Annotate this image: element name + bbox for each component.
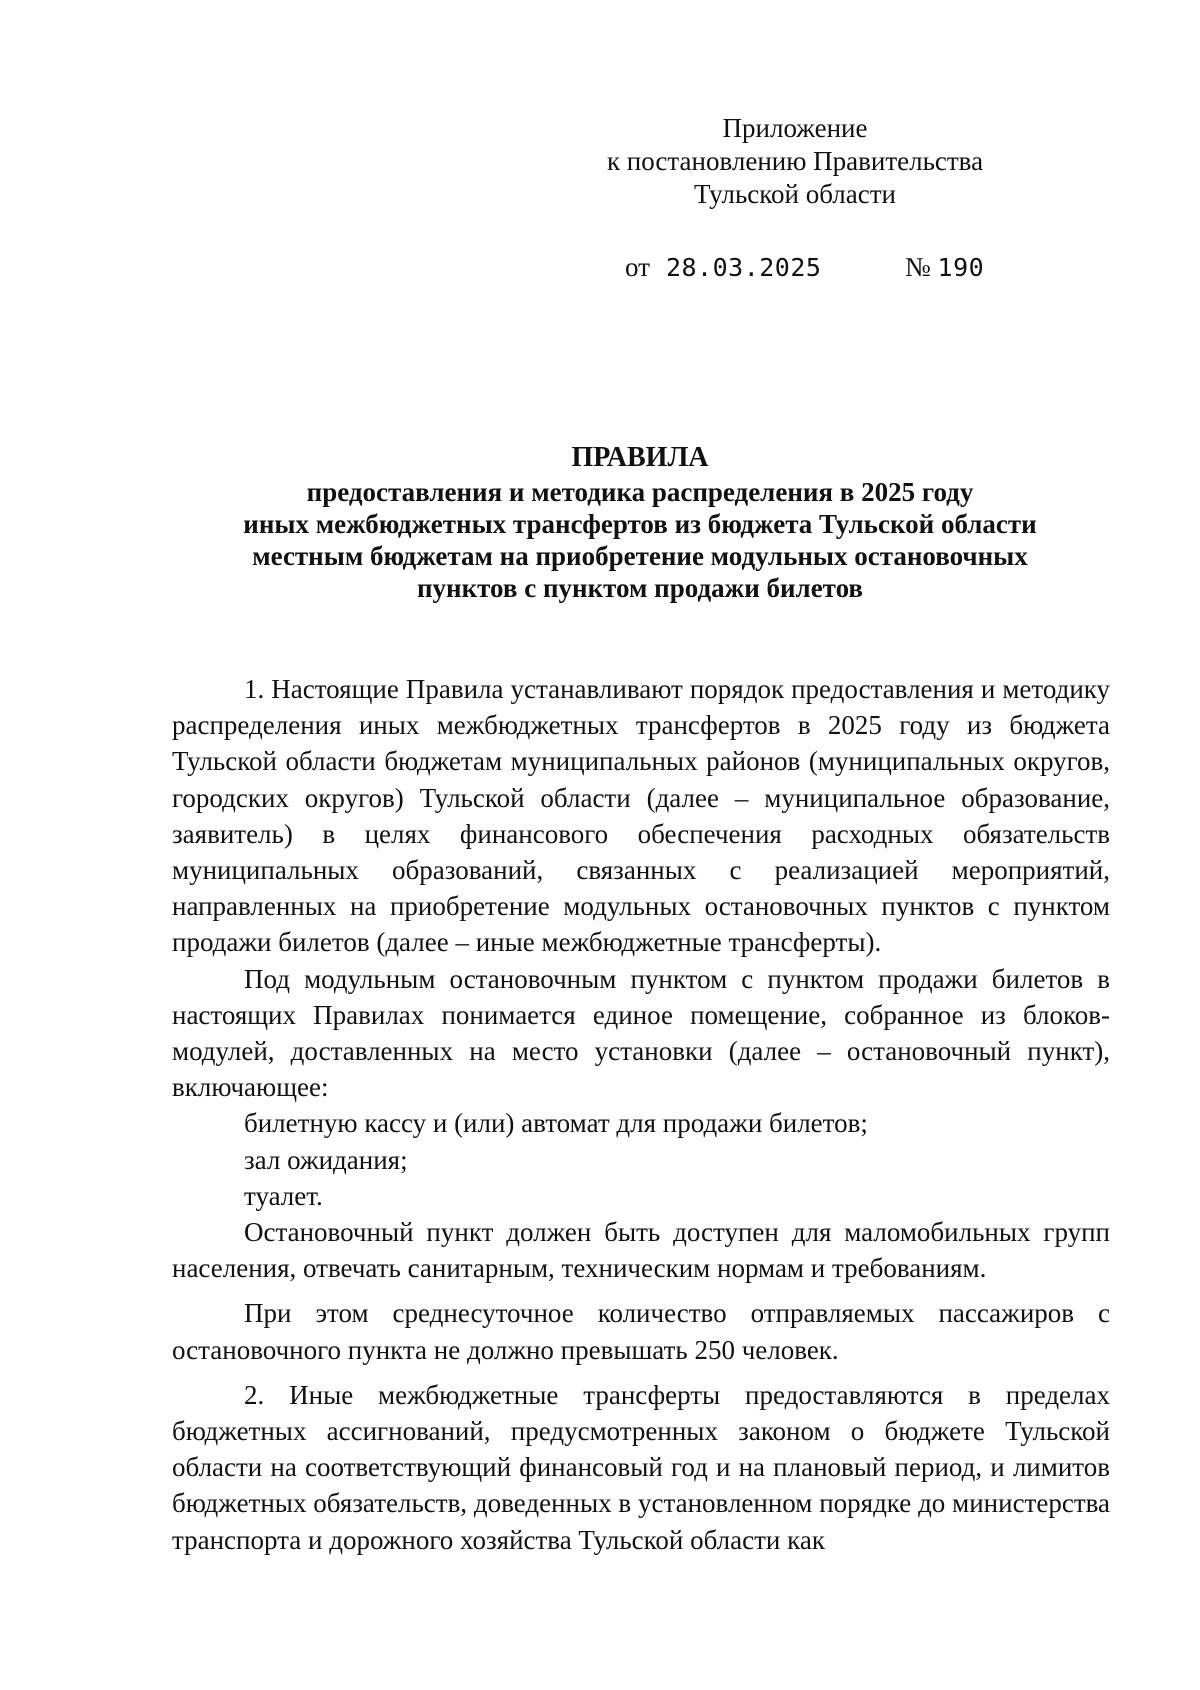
appendix-header: [580, 112, 1010, 211]
title-line-3: местным бюджетам на приобретение модульных остановочных: [252, 541, 1028, 571]
paragraph-passenger-limit: При этом среднесуточное количество отправляемых пассажиров с остановочного пункта не должно превышать 250 человек.: [172, 1298, 1110, 1365]
title-line-4: пунктов с пунктом продажи билетов: [416, 573, 863, 603]
list-item-waiting-hall: зал ожидания;: [244, 1144, 408, 1175]
appendix-line-3: Тульской области: [694, 179, 896, 209]
resolution-number: 190: [937, 253, 985, 282]
list-item-toilet: туалет.: [244, 1180, 323, 1211]
document-body: [172, 671, 1110, 1558]
appendix-line-1: Приложение: [722, 113, 868, 143]
resolution-date-number: [625, 252, 985, 283]
title-line-1: предоставления и методика распределения в 2025 году: [306, 477, 974, 507]
appendix-line-2: к постановлению Правительства: [606, 146, 984, 176]
list-item-ticket-office: билетную кассу и (или) автомат для продажи билетов;: [244, 1108, 868, 1139]
title-line-2: иных межбюджетных трансфертов из бюджета Тульской области: [243, 509, 1037, 539]
document-title: [120, 442, 1160, 604]
paragraph-1: 1. Настоящие Правила устанавливают порядок предоставления и методику распределения иных межбюджетных трансфертов в 2025 году из бюджета Тульской области бюджетам муниципальных районов (муниципальных округов, городских округов) Тульской области (далее – муниципальное образование, заявитель) в целях финансового обеспечения расходных обязательств муниципальных образований, связанных с реализацией мероприятий, направленных на приобретение модульных остановочных пунктов с пунктом продажи билетов (далее – иные межбюджетные трансферты).: [172, 674, 1110, 958]
resolution-number-group: [905, 252, 984, 283]
from-label: от: [625, 252, 650, 282]
resolution-date: 28.03.2025: [665, 253, 822, 282]
paragraph-2-budget: 2. Иные межбюджетные трансферты предоставляются в пределах бюджетных ассигнований, предусмотренных законом о бюджете Тульской области на соответствующий финансовый год и на плановый период, и лимитов бюджетных обязательств, доведенных в установленном порядке до министерства транспорта и дорожного хозяйства Тульской области как: [172, 1379, 1110, 1555]
number-label: №: [905, 252, 931, 282]
paragraph-2: Под модульным остановочным пунктом с пунктом продажи билетов в настоящих Правилах понимается единое помещение, собранное из блоков-модулей, доставленных на место установки (далее – остановочный пункт), включающее:: [172, 963, 1110, 1103]
paragraph-accessibility: Остановочный пункт должен быть доступен для маломобильных групп населения, отвечать санитарным, техническим нормам и требованиям.: [172, 1217, 1110, 1284]
title-main: ПРАВИЛА: [571, 442, 709, 473]
